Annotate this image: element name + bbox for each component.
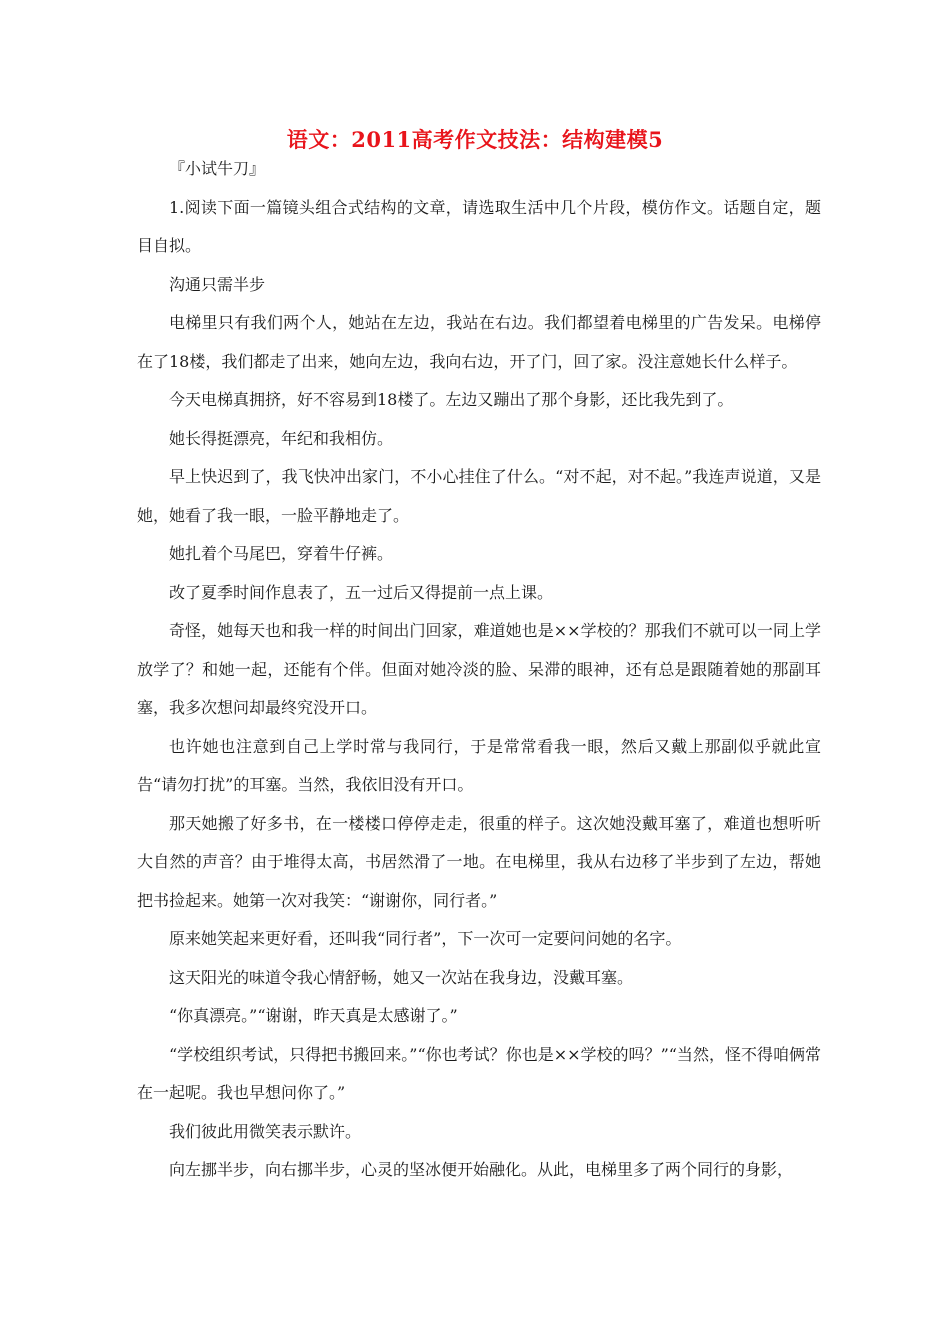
- paragraph: 1.阅读下面一篇镜头组合式结构的文章，请选取生活中几个片段，模仿作文。话题自定，题目自拟。: [137, 197, 821, 255]
- paragraph: 也许她也注意到自己上学时常与我同行，于是常常看我一眼，然后又戴上那副似乎就此宣告“请勿打扰”的耳塞。当然，我依旧没有开口。: [137, 736, 821, 794]
- paragraph: 原来她笑起来更好看，还叫我“同行者”，下一次可一定要问问她的名字。: [169, 929, 682, 948]
- paragraph: 那天她搬了好多书，在一楼楼口停停走走，很重的样子。这次她没戴耳塞了，难道也想听听大自然的声音？由于堆得太高，书居然滑了一地。在电梯里，我从右边移了半步到了左边，帮她把书捡起来。她第一次对我笑：“谢谢你，同行者。”: [137, 813, 821, 910]
- document-title: 语文：2011高考作文技法：结构建模5: [286, 127, 664, 152]
- section-heading: 『小试牛刀』: [169, 159, 266, 178]
- paragraph: 向左挪半步，向右挪半步，心灵的坚冰便开始融化。从此，电梯里多了两个同行的身影，: [169, 1160, 794, 1179]
- paragraph: 早上快迟到了，我飞快冲出家门，不小心挂住了什么。“对不起，对不起。”我连声说道，又是她，她看了我一眼，一脸平静地走了。: [137, 467, 821, 525]
- paragraph: “学校组织考试，只得把书搬回来。”“你也考试？你也是××学校的吗？”“当然，怪不得咱俩常在一起呢。我也早想问你了。”: [137, 1044, 821, 1102]
- essay-title: 沟通只需半步: [169, 274, 266, 294]
- paragraph: 改了夏季时间作息表了，五一过后又得提前一点上课。: [169, 582, 554, 602]
- document-body: [137, 150, 821, 1190]
- paragraph: 我们彼此用微笑表示默许。: [169, 1121, 362, 1141]
- paragraph: 这天阳光的味道令我心情舒畅，她又一次站在我身边，没戴耳塞。: [169, 967, 634, 987]
- paragraph: 电梯里只有我们两个人，她站在左边，我站在右边。我们都望着电梯里的广告发呆。电梯停在了18楼，我们都走了出来，她向左边，我向右边，开了门，回了家。没注意她长什么样子。: [137, 313, 821, 371]
- paragraph: “你真漂亮。”“谢谢，昨天真是太感谢了。”: [169, 1006, 458, 1025]
- paragraph: 今天电梯真拥挤，好不容易到18楼了。左边又蹦出了那个身影，还比我先到了。: [169, 390, 734, 409]
- paragraph: 她扎着个马尾巴，穿着牛仔裤。: [169, 544, 394, 563]
- paragraph: 她长得挺漂亮，年纪和我相仿。: [169, 428, 394, 448]
- paragraph: 奇怪，她每天也和我一样的时间出门回家，难道她也是××学校的？那我们不就可以一同上学放学了？和她一起，还能有个伴。但面对她冷淡的脸、呆滞的眼神，还有总是跟随着她的那副耳塞，我多次想问却最终究没开口。: [137, 621, 821, 717]
